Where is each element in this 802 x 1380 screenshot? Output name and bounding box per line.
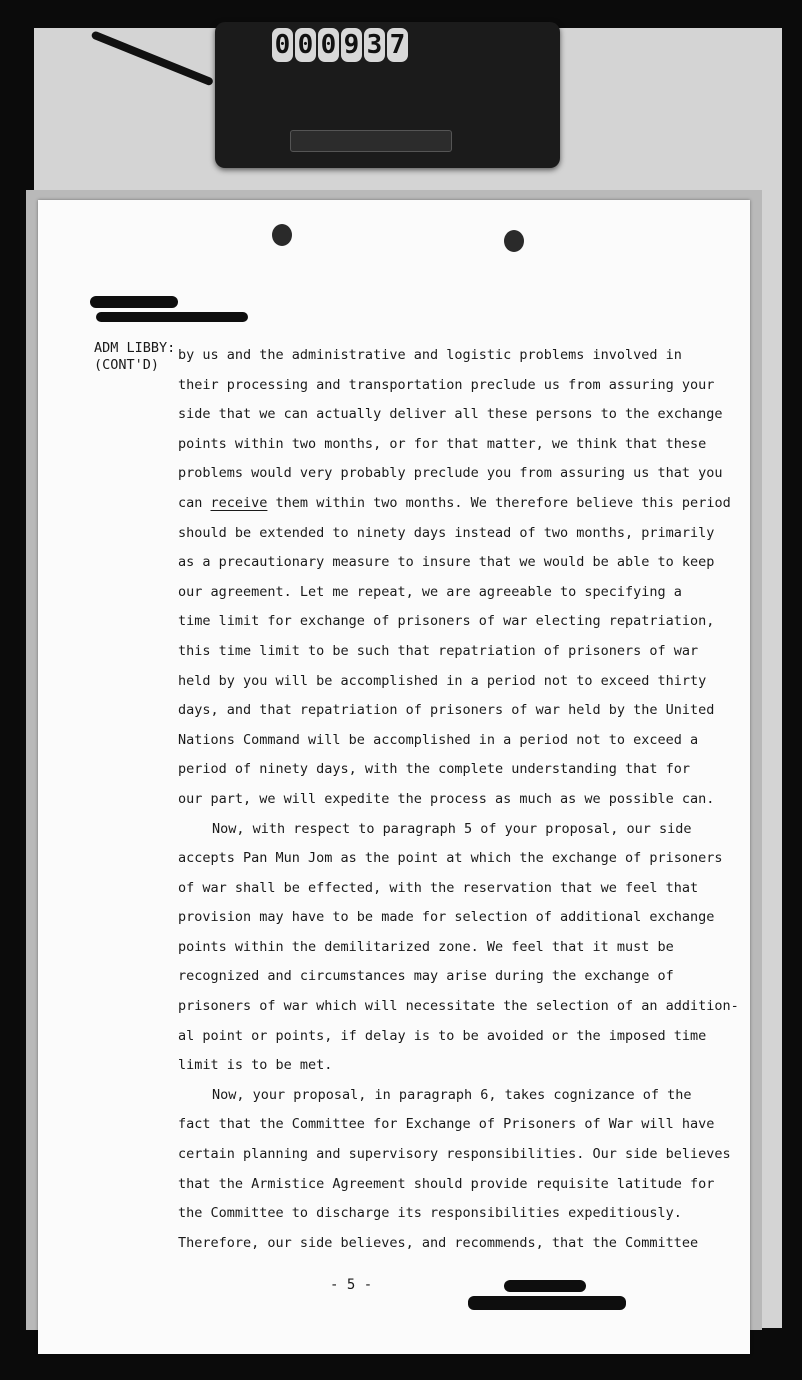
- text-line: [178, 667, 708, 697]
- text-line: [178, 430, 708, 460]
- text-line: [178, 903, 715, 933]
- line-text: fact that the Committee for Exchange of Prisoners of War will have: [178, 1116, 715, 1133]
- text-line: [178, 489, 731, 519]
- line-text: by us and the administrative and logistic problems involved in: [178, 347, 682, 363]
- line-text: recognized and circumstances may arise during the exchange of: [178, 968, 674, 985]
- line-text: held by you will be accomplished in a period not to exceed thirty: [178, 672, 707, 689]
- text-line: [178, 1199, 708, 1229]
- line-text: this time limit to be such that repatriation of prisoners of war: [178, 642, 699, 659]
- text-line: [178, 874, 708, 904]
- text-line: [178, 755, 708, 785]
- line-text: their processing and transportation preclude us from assuring your: [178, 376, 715, 393]
- text-line: [178, 1170, 715, 1200]
- line-text: Now, with respect to paragraph 5 of your proposal, our side: [212, 820, 692, 837]
- line-text: Nations Command will be accomplished in a period not to exceed a: [178, 731, 699, 748]
- line-text: as a precautionary measure to insure that we would be able to keep: [178, 554, 715, 571]
- line-text: time limit for exchange of prisoners of war electing repatriation,: [178, 613, 715, 630]
- line-text: of war shall be effected, with the reservation that we feel that: [178, 879, 699, 896]
- text-line: [178, 578, 708, 608]
- text-line: [178, 1110, 715, 1140]
- punch-hole: [272, 224, 292, 246]
- line-text: side that we can actually deliver all these persons to the exchange: [178, 406, 723, 423]
- punch-hole: [504, 230, 524, 252]
- text-line: [178, 1081, 708, 1111]
- line-text: them within two months. We therefore believe this period: [267, 494, 731, 511]
- line-text: days, and that repatriation of prisoners of war held by the United: [178, 702, 715, 719]
- counter-digit: 0: [272, 28, 293, 62]
- counter-digit: 9: [341, 28, 362, 62]
- text-line: [178, 371, 715, 401]
- line-text: problems would very probably preclude you from assuring us that you: [178, 465, 723, 482]
- underlined-word: receive: [210, 494, 268, 511]
- text-line: [178, 548, 715, 578]
- text-line: [178, 1229, 708, 1259]
- line-text: can: [178, 494, 211, 511]
- text-line: [178, 726, 708, 756]
- text-line: [178, 785, 715, 815]
- text-line: [178, 1051, 708, 1081]
- line-text: provision may have to be made for selection of additional exchange: [178, 909, 715, 926]
- text-line: [178, 933, 708, 963]
- line-text: certain planning and supervisory responsibilities. Our side believes: [178, 1146, 731, 1163]
- line-text: that the Armistice Agreement should provide requisite latitude for: [178, 1175, 715, 1192]
- text-line: [178, 962, 708, 992]
- redaction-bar: [90, 296, 178, 308]
- line-text: points within two months, or for that matter, we think that these: [178, 435, 707, 452]
- line-text: limit is to be met.: [178, 1057, 333, 1074]
- text-line: [178, 519, 715, 549]
- counter-digit: 7: [387, 28, 408, 62]
- redaction-bar: [504, 1280, 586, 1292]
- text-line: [178, 341, 708, 371]
- counter-digit: 0: [318, 28, 339, 62]
- line-text: Therefore, our side believes, and recommends, that the Committee: [178, 1234, 699, 1251]
- line-text: our part, we will expedite the process as much as we possible can.: [178, 790, 715, 807]
- text-line: [178, 815, 708, 845]
- text-line: [178, 607, 715, 637]
- line-text: al point or points, if delay is to be avoided or the imposed time: [178, 1027, 707, 1044]
- text-line: [178, 400, 723, 430]
- speaker-label: ADM LIBBY: (CONT'D): [94, 340, 176, 373]
- page-number: - 5 -: [330, 1277, 373, 1293]
- text-line: [178, 696, 715, 726]
- line-text: accepts Pan Mun Jom as the point at which the exchange of prisoners: [178, 850, 723, 867]
- text-line: [178, 1022, 708, 1052]
- counter-digit: 0: [295, 28, 316, 62]
- line-text: our agreement. Let me repeat, we are agreeable to specifying a: [178, 583, 682, 600]
- transcript-body: [178, 341, 739, 1258]
- text-line: [178, 844, 723, 874]
- counter-digit: 3: [364, 28, 385, 62]
- line-text: Now, your proposal, in paragraph 6, takes cognizance of the: [212, 1086, 692, 1103]
- text-line: [178, 992, 739, 1022]
- line-text: period of ninety days, with the complete understanding that for: [178, 761, 691, 778]
- frame-counter: [272, 28, 408, 62]
- text-line: [178, 637, 708, 667]
- redaction-bar: [96, 312, 248, 322]
- line-text: points within the demilitarized zone. We feel that it must be: [178, 938, 674, 955]
- text-line: [178, 459, 723, 489]
- counter-slot: [290, 130, 452, 152]
- line-text: should be extended to ninety days instead of two months, primarily: [178, 524, 715, 541]
- redaction-bar: [468, 1296, 626, 1310]
- text-line: [178, 1140, 731, 1170]
- line-text: the Committee to discharge its responsibilities expeditiously.: [178, 1205, 682, 1222]
- line-text: prisoners of war which will necessitate the selection of an addition-: [178, 998, 739, 1015]
